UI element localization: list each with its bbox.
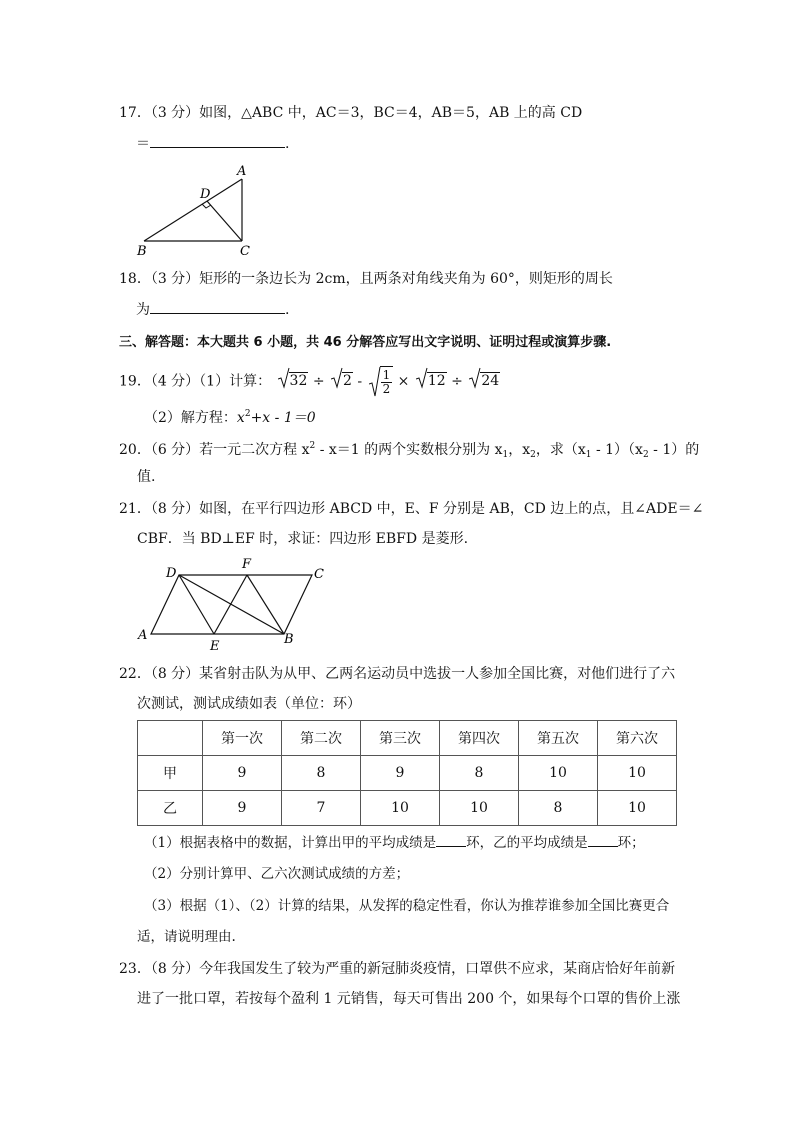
table-cell: 8 <box>440 756 519 791</box>
table-row <box>138 756 677 791</box>
q19-part2-exp: 2 <box>244 409 251 419</box>
q18-line2-prefix: 为 <box>136 302 150 318</box>
q17-label-a: A <box>237 164 247 179</box>
q22-part1-c: 环； <box>617 835 645 851</box>
q22-part3-line2: 适，请说明理由. <box>137 929 236 945</box>
q19-line2 <box>144 404 316 428</box>
q18-answer-blank[interactable] <box>150 299 285 314</box>
q21-label-b: B <box>284 632 294 647</box>
table-cell: 9 <box>203 756 282 791</box>
q18-line2-suffix: . <box>285 302 290 318</box>
q19-sqrt-32: 32 <box>278 367 309 395</box>
q21-diagonal-bd <box>179 575 284 634</box>
q21-line2: CBF．当 BD⊥EF 时，求证：四边形 EBFD 是菱形. <box>137 531 469 547</box>
table-cell: 8 <box>519 791 598 826</box>
q20-sub-4: 2 <box>642 450 649 460</box>
q20-text-b: - x＝1 的两个实数根分别为 x <box>315 442 503 458</box>
q17-line2-prefix: ＝ <box>136 136 150 152</box>
q17-altitude-cd <box>207 201 242 241</box>
q19-fraction: $\frac{1}{2}$ <box>382 368 391 396</box>
table-cell: 7 <box>282 791 361 826</box>
q22-part1-b: 环，乙的平均成绩是 <box>466 835 588 851</box>
q17-answer-blank[interactable] <box>150 133 285 148</box>
q21-segment-bf <box>247 575 284 634</box>
q19-part2-rest: +x - 1＝0 <box>250 410 316 426</box>
q20-sub-3: 1 <box>585 450 592 460</box>
q22-line1: 22．（8 分）某省射击队为从甲、乙两名运动员中选拔一人参加全国比赛，对他们进行了六 <box>119 666 676 682</box>
table-cell: 乙 <box>138 791 203 826</box>
q22-part1-a: （1）根据表格中的数据，计算出甲的平均成绩是 <box>144 835 437 851</box>
q19-op-minus: - <box>357 373 363 390</box>
q19-sqrt-2: 2 <box>331 367 353 395</box>
q22-score-table <box>137 720 677 826</box>
q17-label-c: C <box>240 244 250 259</box>
q21-segment-de <box>179 575 214 634</box>
q20-line2: 值. <box>137 469 156 485</box>
table-cell: 10 <box>598 756 677 791</box>
table-cell: 10 <box>598 791 677 826</box>
q20-sub-1: 1 <box>502 450 509 460</box>
q19-prefix: 19．（4 分）（1）计算： <box>119 373 272 390</box>
q20-text-c: ，x <box>508 442 531 458</box>
q21-parallelogram-figure <box>130 555 340 655</box>
q22-part1 <box>144 832 645 853</box>
q21-label-e: E <box>210 639 220 654</box>
q20-text-f: - 1）的 <box>648 442 700 458</box>
q20-text-e: - 1）（x <box>591 442 643 458</box>
q19-sqrt-12: 12 <box>416 367 447 395</box>
table-header-cell: 第二次 <box>282 721 361 756</box>
q20-exp: 2 <box>309 441 316 451</box>
table-cell: 9 <box>361 756 440 791</box>
q22-answer-blank-jia[interactable] <box>436 832 466 847</box>
table-cell: 10 <box>361 791 440 826</box>
q19-sqrt-half <box>369 366 394 397</box>
q19-op-div-1: ÷ <box>312 373 325 390</box>
table-header-cell: 第三次 <box>361 721 440 756</box>
q17-line2 <box>136 133 289 154</box>
q17-label-d: D <box>200 187 211 202</box>
table-header-cell <box>138 721 203 756</box>
q20-text-d: ，求（x <box>535 442 586 458</box>
table-header-cell: 第五次 <box>519 721 598 756</box>
table-header-row <box>138 721 677 756</box>
table-cell: 8 <box>282 756 361 791</box>
q17-triangle-figure <box>130 160 270 260</box>
q17-side-ab <box>144 179 242 241</box>
q21-line1: 21．（8 分）如图，在平行四边形 ABCD 中，E、F 分别是 AB，CD 边上的点，且∠ADE＝∠ <box>119 501 704 517</box>
q21-label-f: F <box>242 557 252 572</box>
q17-label-b: B <box>137 244 147 259</box>
table-header-cell: 第六次 <box>598 721 677 756</box>
q22-answer-blank-yi[interactable] <box>588 832 618 847</box>
table-cell: 9 <box>203 791 282 826</box>
q20-line1 <box>119 436 699 465</box>
q17-line1: 17．（3 分）如图，△ABC 中，AC＝3，BC＝4，AB＝5，AB 上的高 CD <box>119 105 583 121</box>
table-cell: 甲 <box>138 756 203 791</box>
table-cell: 10 <box>519 756 598 791</box>
q18-line2 <box>136 299 289 320</box>
q20-sub-2: 2 <box>530 450 536 460</box>
q21-label-a: A <box>138 628 148 643</box>
q23-line2: 进了一批口罩，若按每个盈利 1 元销售，每天可售出 200 个，如果每个口罩的售价上涨 <box>137 991 681 1007</box>
q22-part3-line1: （3）根据（1）、（2）计算的结果，从发挥的稳定性看，你认为推荐谁参加全国比赛更合 <box>144 898 670 914</box>
q22-line2: 次测试，测试成绩如表（单位：环） <box>137 696 361 712</box>
q19-part2-x: x <box>236 410 245 426</box>
section3-heading: 三、解答题：本大题共 6 小题，共 46 分解答应写出文字说明、证明过程或演算步骤. <box>119 335 612 350</box>
q19-sqrt-24: 24 <box>469 367 500 395</box>
q18-line1: 18．（3 分）矩形的一条边长为 2cm，且两条对角线夹角为 60°，则矩形的周长 <box>119 271 613 287</box>
q21-label-c: C <box>314 567 324 582</box>
q19-op-times: × <box>397 373 410 390</box>
q23-line1: 23．（8 分）今年我国发生了较为严重的新冠肺炎疫情，口罩供不应求，某商店恰好年前新 <box>119 961 676 977</box>
q22-part2: （2）分别计算甲、乙六次测试成绩的方差； <box>144 866 410 882</box>
table-header-cell: 第四次 <box>440 721 519 756</box>
q21-label-d: D <box>166 566 177 581</box>
table-cell: 10 <box>440 791 519 826</box>
table-header-cell: 第一次 <box>203 721 282 756</box>
q19-op-div-2: ÷ <box>451 373 463 390</box>
q19-part2-prefix: （2）解方程： <box>144 410 237 426</box>
q20-text-a: 20．（6 分）若一元二次方程 x <box>119 442 310 458</box>
q17-line2-suffix: . <box>285 136 290 152</box>
table-row <box>138 791 677 826</box>
q19-line1 <box>119 366 500 396</box>
q21-segment-ef <box>214 575 247 634</box>
